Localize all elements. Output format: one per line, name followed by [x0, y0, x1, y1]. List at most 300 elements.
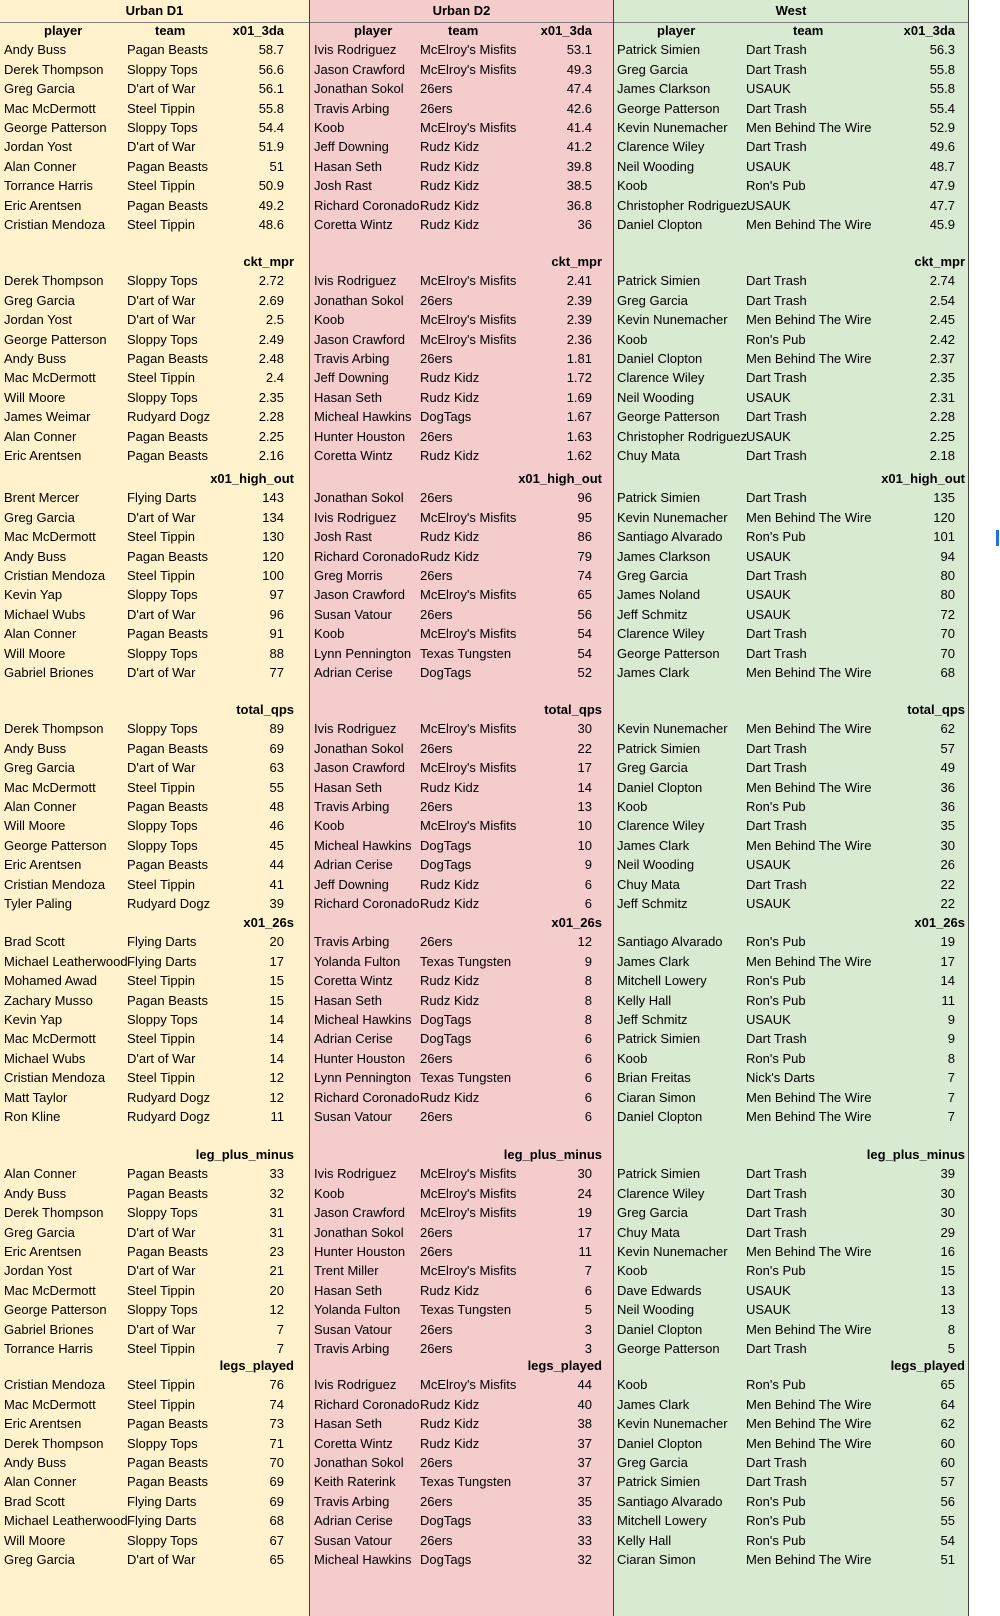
- team-name: McElroy's Misfits: [420, 818, 517, 834]
- team-name: Dart Trash: [746, 273, 807, 289]
- table-row: [310, 739, 613, 758]
- player-name: Cristian Mendoza: [4, 876, 106, 892]
- stat-value: 96: [269, 606, 284, 622]
- team-name: Texas Tungsten: [420, 1302, 512, 1318]
- table-row: [310, 663, 613, 682]
- table-row: [0, 1531, 309, 1550]
- table-row: [310, 1395, 613, 1414]
- team-name: Men Behind The Wire: [746, 1108, 872, 1124]
- table-row: [614, 739, 968, 758]
- stat-value: 1.81: [566, 350, 592, 366]
- stat-value: 6: [584, 876, 592, 892]
- stat-value: 56.1: [258, 81, 284, 97]
- stat-value: 68: [269, 1513, 284, 1529]
- table-row: [614, 991, 968, 1010]
- team-name: D'art of War: [127, 312, 196, 328]
- table-row: [614, 1164, 968, 1183]
- table-row: [614, 1107, 968, 1126]
- stat-value: 65: [577, 587, 592, 603]
- table-row: [310, 566, 613, 585]
- stat-value: 63: [269, 760, 284, 776]
- table-row: [614, 1068, 968, 1087]
- player-name: Derek Thompson: [4, 273, 104, 289]
- table-row: [0, 446, 309, 465]
- stat-value: 48.7: [929, 158, 955, 174]
- stat-value: 51.9: [258, 139, 284, 155]
- player-name: Michael Leatherwood: [4, 953, 128, 969]
- stat-value: 57: [940, 740, 955, 756]
- stat-value: 7: [947, 1070, 955, 1086]
- table-row: [310, 1164, 613, 1183]
- table-row: [0, 330, 309, 349]
- team-name: Steel Tippin: [127, 100, 195, 116]
- stat-value: 71: [269, 1435, 284, 1451]
- player-name: Brad Scott: [4, 934, 65, 950]
- stat-value: 2.42: [929, 331, 955, 347]
- table-row: [310, 60, 613, 79]
- table-row: [614, 1029, 968, 1048]
- player-name: Greg Garcia: [617, 567, 688, 583]
- table-row: [0, 1414, 309, 1433]
- player-name: Patrick Simien: [617, 1474, 701, 1490]
- team-name: Dart Trash: [746, 1340, 807, 1356]
- table-row: [0, 1300, 309, 1319]
- section-header-row: [310, 700, 613, 719]
- player-name: Andy Buss: [4, 350, 67, 366]
- team-name: Dart Trash: [746, 139, 807, 155]
- table-row: [0, 1453, 309, 1472]
- stat-value: 3: [584, 1321, 592, 1337]
- player-name: Clarence Wiley: [617, 139, 705, 155]
- team-name: 26ers: [420, 1243, 453, 1259]
- player-name: Patrick Simien: [617, 1166, 701, 1182]
- team-name: Rudz Kidz: [420, 779, 480, 795]
- table-row: [0, 407, 309, 426]
- team-name: Steel Tippin: [127, 973, 195, 989]
- table-row: [614, 1049, 968, 1068]
- table-row: [0, 99, 309, 118]
- table-row: [310, 1453, 613, 1472]
- player-name: Jeff Downing: [314, 876, 389, 892]
- table-row: [0, 1320, 309, 1339]
- column-header-team: team: [448, 23, 479, 38]
- stat-value: 97: [269, 587, 284, 603]
- stat-header: total_qps: [907, 702, 965, 717]
- section-x01-high-out: [310, 469, 613, 682]
- team-name: Dart Trash: [746, 626, 807, 642]
- table-row: [310, 758, 613, 777]
- team-name: 26ers: [420, 606, 453, 622]
- table-row: [614, 1088, 968, 1107]
- player-name: James Noland: [617, 587, 701, 603]
- table-row: [0, 508, 309, 527]
- column-header-player: player: [657, 23, 696, 38]
- stat-value: 30: [940, 837, 955, 853]
- player-name: Derek Thompson: [4, 61, 104, 77]
- section-total-qps: [614, 700, 968, 913]
- table-row: [310, 427, 613, 446]
- player-name: Hasan Seth: [314, 158, 382, 174]
- stat-value: 7: [276, 1321, 284, 1337]
- team-name: D'art of War: [127, 1263, 196, 1279]
- team-name: 26ers: [420, 567, 453, 583]
- table-row: [0, 215, 309, 234]
- team-name: Pagan Beasts: [127, 1454, 208, 1470]
- player-name: Santiago Alvarado: [617, 529, 723, 545]
- stat-value: 77: [269, 664, 284, 680]
- table-row: [310, 488, 613, 507]
- stat-value: 1.67: [566, 409, 592, 425]
- table-row: [310, 310, 613, 329]
- player-name: Will Moore: [4, 389, 66, 405]
- stat-value: 69: [269, 1493, 284, 1509]
- stat-header: total_qps: [236, 702, 294, 717]
- stat-header: x01_3da: [232, 23, 284, 38]
- team-name: D'art of War: [127, 760, 196, 776]
- stat-value: 56: [940, 1493, 955, 1509]
- table-row: [614, 157, 968, 176]
- team-name: Men Behind The Wire: [746, 119, 872, 135]
- stat-value: 2.69: [258, 292, 284, 308]
- player-name: Patrick Simien: [617, 740, 701, 756]
- team-name: Men Behind The Wire: [746, 1435, 872, 1451]
- stat-value: 17: [577, 760, 592, 776]
- stat-value: 91: [269, 626, 284, 642]
- table-row: [0, 894, 309, 913]
- player-name: Yolanda Fulton: [314, 1302, 401, 1318]
- stat-value: 64: [940, 1396, 955, 1412]
- section-header-row: [0, 913, 309, 932]
- stat-value: 17: [269, 953, 284, 969]
- table-row: [614, 1300, 968, 1319]
- table-row: [0, 1184, 309, 1203]
- team-name: Flying Darts: [127, 934, 197, 950]
- player-name: Derek Thompson: [4, 1205, 104, 1221]
- player-name: James Clarkson: [617, 548, 711, 564]
- team-name: D'art of War: [127, 1551, 196, 1567]
- stat-value: 19: [940, 934, 955, 950]
- stat-value: 36.8: [566, 197, 592, 213]
- team-name: USAUK: [746, 81, 791, 97]
- stat-value: 80: [940, 567, 955, 583]
- team-name: Dart Trash: [746, 567, 807, 583]
- stat-value: 8: [584, 973, 592, 989]
- player-name: Susan Vatour: [314, 606, 392, 622]
- stat-value: 50.9: [258, 178, 284, 194]
- player-name: Mac McDermott: [4, 1396, 96, 1412]
- table-row: [0, 624, 309, 643]
- player-name: Keith Raterink: [314, 1474, 396, 1490]
- stat-header: legs_played: [527, 1358, 602, 1373]
- player-name: James Clark: [617, 837, 690, 853]
- section-legs-played: [614, 1356, 968, 1569]
- team-name: Rudz Kidz: [420, 1416, 480, 1432]
- stat-value: 51: [269, 158, 284, 174]
- stat-value: 80: [940, 587, 955, 603]
- player-name: Andy Buss: [4, 1454, 67, 1470]
- player-name: Ivis Rodriguez: [314, 1377, 397, 1393]
- table-row: [0, 1511, 309, 1530]
- player-name: Chuy Mata: [617, 876, 680, 892]
- stat-value: 6: [584, 1031, 592, 1047]
- table-row: [0, 291, 309, 310]
- player-name: Hasan Seth: [314, 1416, 382, 1432]
- table-row: [310, 388, 613, 407]
- player-name: Yolanda Fulton: [314, 953, 401, 969]
- table-row: [0, 368, 309, 387]
- team-name: Steel Tippin: [127, 529, 195, 545]
- stat-value: 2.35: [258, 389, 284, 405]
- table-row: [310, 1049, 613, 1068]
- player-name: Richard Coronado: [314, 197, 420, 213]
- table-row: [310, 1320, 613, 1339]
- player-name: Jason Crawford: [314, 61, 406, 77]
- stat-value: 8: [584, 992, 592, 1008]
- player-name: Kevin Nunemacher: [617, 721, 728, 737]
- table-row: [0, 1492, 309, 1511]
- stat-value: 130: [262, 529, 284, 545]
- team-name: McElroy's Misfits: [420, 587, 517, 603]
- table-row: [310, 1088, 613, 1107]
- team-name: Pagan Beasts: [127, 447, 208, 463]
- stat-header: ckt_mpr: [243, 254, 294, 269]
- player-name: Greg Garcia: [617, 1205, 688, 1221]
- team-name: McElroy's Misfits: [420, 1166, 517, 1182]
- stat-value: 46: [269, 818, 284, 834]
- stat-value: 13: [940, 1282, 955, 1298]
- table-row: [0, 118, 309, 137]
- team-name: Dart Trash: [746, 100, 807, 116]
- stat-value: 67: [269, 1532, 284, 1548]
- team-name: McElroy's Misfits: [420, 273, 517, 289]
- team-name: Rudz Kidz: [420, 992, 480, 1008]
- player-name: Jonathan Sokol: [314, 490, 404, 506]
- stat-value: 45.9: [929, 216, 955, 232]
- table-row: [0, 875, 309, 894]
- team-name: USAUK: [746, 1282, 791, 1298]
- player-name: Jeff Schmitz: [617, 606, 688, 622]
- player-name: Ciaran Simon: [617, 1551, 696, 1567]
- table-row: [614, 1531, 968, 1550]
- player-name: Lynn Pennington: [314, 645, 412, 661]
- stat-value: 8: [584, 1011, 592, 1027]
- team-name: Men Behind The Wire: [746, 1551, 872, 1567]
- team-name: Rudz Kidz: [420, 370, 480, 386]
- section-x01-26s: [614, 913, 968, 1126]
- stat-value: 39.8: [566, 158, 592, 174]
- stat-value: 44: [269, 857, 284, 873]
- stat-value: 55: [940, 1513, 955, 1529]
- team-name: Dart Trash: [746, 1166, 807, 1182]
- team-name: Rudz Kidz: [420, 548, 480, 564]
- stat-header: legs_played: [890, 1358, 965, 1373]
- player-name: Gabriel Briones: [4, 1321, 94, 1337]
- player-name: Adrian Cerise: [314, 1031, 393, 1047]
- table-row: [614, 894, 968, 913]
- player-name: Koob: [617, 1050, 648, 1066]
- team-name: Flying Darts: [127, 1513, 197, 1529]
- section-header-row: [614, 913, 968, 932]
- team-name: McElroy's Misfits: [420, 119, 517, 135]
- player-name: George Patterson: [4, 1302, 107, 1318]
- player-name: Greg Garcia: [4, 1551, 75, 1567]
- player-name: Patrick Simien: [617, 1031, 701, 1047]
- team-name: Pagan Beasts: [127, 1416, 208, 1432]
- team-name: USAUK: [746, 428, 791, 444]
- stat-value: 49.3: [566, 61, 592, 77]
- table-row: [614, 624, 968, 643]
- team-name: USAUK: [746, 389, 791, 405]
- section-header-row: [614, 469, 968, 488]
- stat-value: 2.25: [929, 428, 955, 444]
- team-name: 26ers: [420, 934, 453, 950]
- team-name: 26ers: [420, 1340, 453, 1356]
- table-row: [310, 118, 613, 137]
- player-name: George Patterson: [617, 100, 720, 116]
- player-name: Micheal Hawkins: [314, 1011, 412, 1027]
- table-row: [614, 527, 968, 546]
- stat-value: 39: [269, 895, 284, 911]
- stat-value: 89: [269, 721, 284, 737]
- stat-value: 12: [269, 1302, 284, 1318]
- table-row: [0, 310, 309, 329]
- team-name: Ron's Pub: [746, 529, 806, 545]
- stat-value: 5: [947, 1340, 955, 1356]
- player-name: Susan Vatour: [314, 1321, 392, 1337]
- section-x01-26s: [310, 913, 613, 1126]
- table-row: [310, 1223, 613, 1242]
- table-row: [0, 1550, 309, 1569]
- stat-value: 62: [940, 1416, 955, 1432]
- team-name: Texas Tungsten: [420, 1474, 512, 1490]
- stat-value: 14: [940, 973, 955, 989]
- section-total-qps: [310, 700, 613, 913]
- table-row: [310, 585, 613, 604]
- stat-value: 7: [584, 1263, 592, 1279]
- table-row: [310, 719, 613, 738]
- player-name: Patrick Simien: [617, 42, 701, 58]
- team-name: D'art of War: [127, 1224, 196, 1240]
- team-name: DogTags: [420, 1031, 472, 1047]
- team-name: Sloppy Tops: [127, 1435, 198, 1451]
- team-name: Rudz Kidz: [420, 158, 480, 174]
- team-name: Dart Trash: [746, 1474, 807, 1490]
- section-header-row: [0, 1356, 309, 1375]
- stat-value: 7: [947, 1089, 955, 1105]
- team-name: Rudz Kidz: [420, 178, 480, 194]
- table-row: [310, 1375, 613, 1394]
- section-x01-3da: [614, 21, 968, 234]
- stat-header: leg_plus_minus: [866, 1147, 965, 1162]
- team-name: D'art of War: [127, 1321, 196, 1337]
- team-name: Men Behind The Wire: [746, 509, 872, 525]
- stat-value: 2.18: [929, 447, 955, 463]
- stat-value: 2.39: [566, 312, 592, 328]
- table-row: [310, 291, 613, 310]
- player-name: Jonathan Sokol: [314, 740, 404, 756]
- team-name: Flying Darts: [127, 490, 197, 506]
- stat-value: 15: [940, 1263, 955, 1279]
- player-name: Eric Arentsen: [4, 1243, 82, 1259]
- team-name: Steel Tippin: [127, 779, 195, 795]
- stat-value: 24: [577, 1185, 592, 1201]
- table-row: [0, 388, 309, 407]
- table-row: [0, 1049, 309, 1068]
- team-name: DogTags: [420, 664, 472, 680]
- team-name: Men Behind The Wire: [746, 350, 872, 366]
- team-name: Men Behind The Wire: [746, 664, 872, 680]
- player-name: Derek Thompson: [4, 1435, 104, 1451]
- table-row: [310, 1531, 613, 1550]
- stat-value: 72: [940, 606, 955, 622]
- table-row: [0, 836, 309, 855]
- stat-value: 1.72: [566, 370, 592, 386]
- player-name: Greg Garcia: [617, 1454, 688, 1470]
- stat-value: 30: [577, 1166, 592, 1182]
- team-name: Dart Trash: [746, 1205, 807, 1221]
- stat-value: 49: [940, 760, 955, 776]
- table-row: [614, 1184, 968, 1203]
- section-leg-plus-minus: [310, 1145, 613, 1358]
- player-name: Micheal Hawkins: [314, 837, 412, 853]
- table-row: [614, 566, 968, 585]
- player-name: George Patterson: [4, 331, 107, 347]
- player-name: Jonathan Sokol: [314, 292, 404, 308]
- team-name: Pagan Beasts: [127, 548, 208, 564]
- team-name: Rudz Kidz: [420, 197, 480, 213]
- player-name: Jeff Downing: [314, 370, 389, 386]
- team-name: USAUK: [746, 158, 791, 174]
- table-row: [614, 1472, 968, 1491]
- table-row: [310, 1300, 613, 1319]
- team-name: Pagan Beasts: [127, 158, 208, 174]
- team-name: Steel Tippin: [127, 567, 195, 583]
- table-row: [614, 388, 968, 407]
- table-row: [310, 624, 613, 643]
- team-name: Dart Trash: [746, 490, 807, 506]
- section-legs-played: [310, 1356, 613, 1569]
- table-row: [310, 215, 613, 234]
- stat-value: 2.39: [566, 292, 592, 308]
- player-name: Eric Arentsen: [4, 857, 82, 873]
- player-name: Jeff Schmitz: [617, 1011, 688, 1027]
- player-name: James Clark: [617, 953, 690, 969]
- table-row: [614, 605, 968, 624]
- stat-value: 39: [940, 1166, 955, 1182]
- table-row: [614, 330, 968, 349]
- stat-value: 6: [584, 1070, 592, 1086]
- player-name: Adrian Cerise: [314, 1513, 393, 1529]
- table-row: [0, 585, 309, 604]
- player-name: Jordan Yost: [4, 1263, 72, 1279]
- player-name: Neil Wooding: [617, 1302, 695, 1318]
- team-name: Sloppy Tops: [127, 721, 198, 737]
- table-row: [614, 758, 968, 777]
- stat-value: 10: [577, 818, 592, 834]
- player-name: Andy Buss: [4, 42, 67, 58]
- stat-header: x01_26s: [551, 915, 602, 930]
- team-name: D'art of War: [127, 81, 196, 97]
- player-name: Greg Garcia: [4, 509, 75, 525]
- team-name: Sloppy Tops: [127, 837, 198, 853]
- player-name: Neil Wooding: [617, 389, 695, 405]
- team-name: Pagan Beasts: [127, 42, 208, 58]
- player-name: Ivis Rodriguez: [314, 42, 397, 58]
- player-name: George Patterson: [4, 837, 107, 853]
- player-name: Lynn Pennington: [314, 1070, 412, 1086]
- stat-value: 70: [940, 626, 955, 642]
- team-name: Steel Tippin: [127, 1282, 195, 1298]
